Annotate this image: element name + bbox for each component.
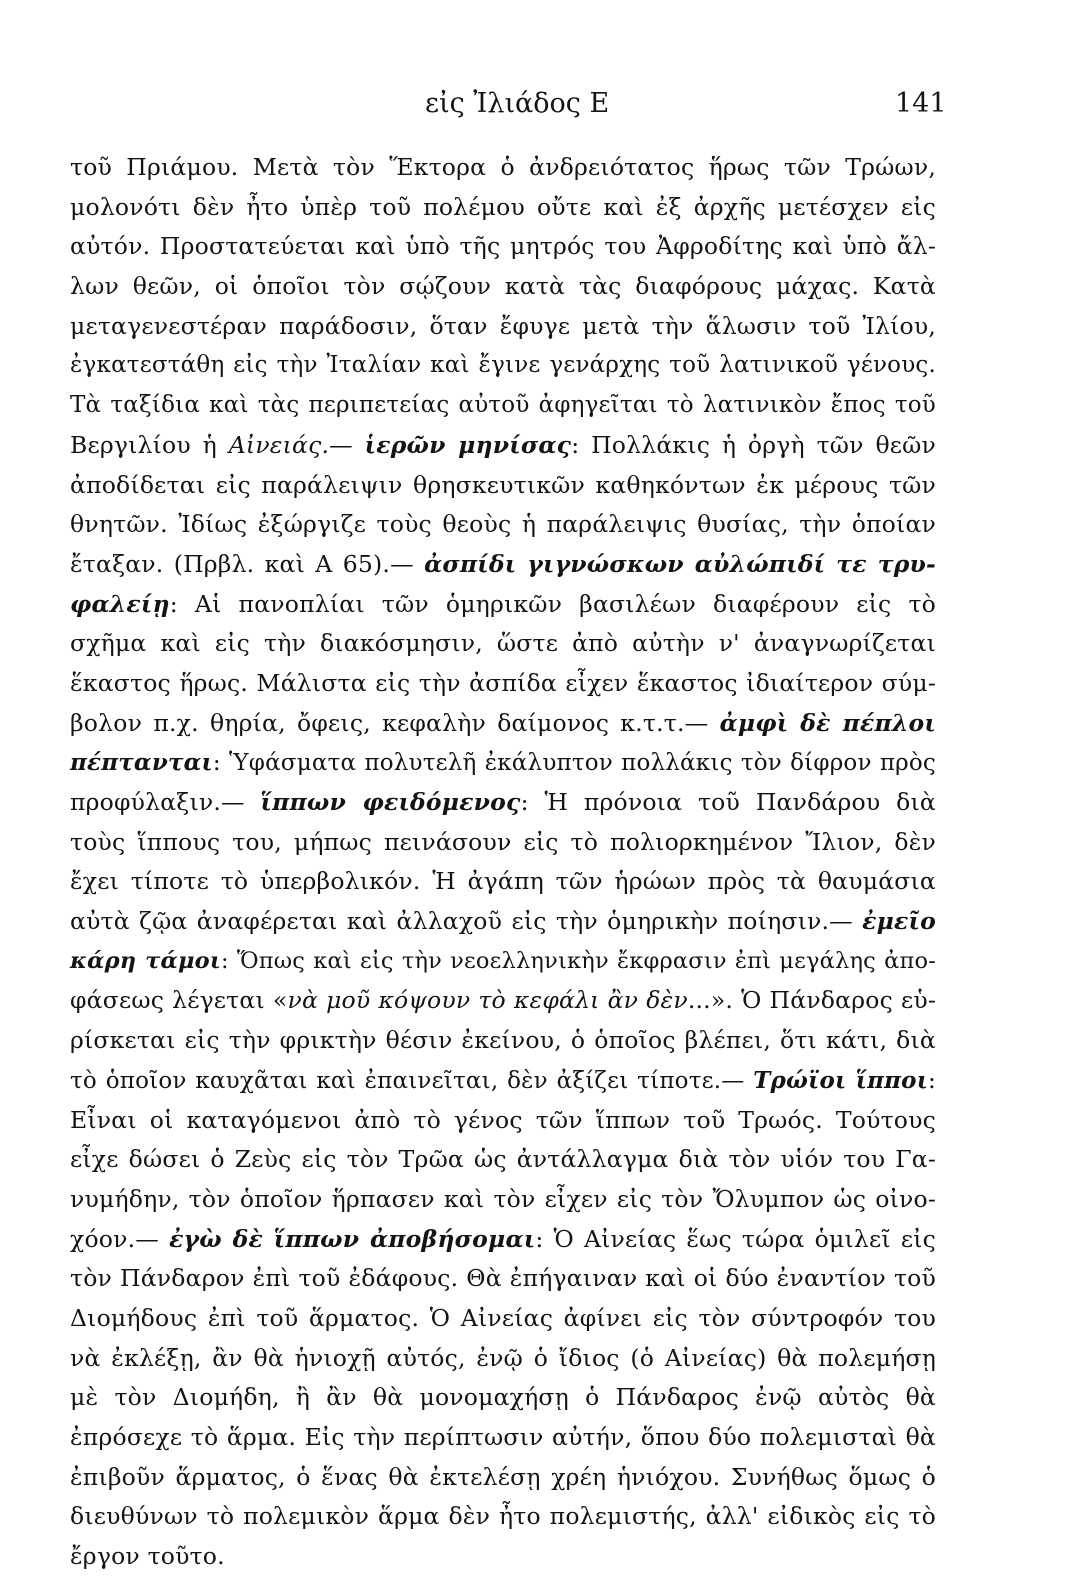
- text-segment: : Ἡ πρόνοια τοῦ Πανδάρου διὰ: [520, 788, 936, 816]
- text-line: [70, 1061, 936, 1101]
- text-segment: λων θεῶν, οἱ ὁποῖοι τὸν σῴζουν κατὰ τὰς διαφόρους μάχας. Κατὰ: [70, 272, 936, 301]
- text-line: [70, 823, 936, 863]
- text-line: [70, 1537, 936, 1577]
- text-line: [70, 1378, 936, 1418]
- text-line: [70, 346, 936, 386]
- commentary-text: [70, 148, 936, 1577]
- text-line: [70, 1458, 936, 1498]
- lemma-term: φαλείῃ: [70, 589, 170, 618]
- text-line: [70, 1339, 936, 1379]
- text-line: [70, 862, 936, 902]
- text-segment: τὸ ὁποῖον καυχᾶται καὶ ἐπαινεῖται, δὲν ἀξίζει τίποτε.—: [70, 1067, 754, 1094]
- text-segment: χόον.—: [70, 1224, 170, 1253]
- lemma-term: ἱερῶν μηνίσας: [364, 430, 572, 459]
- text-segment: ἀποδίδεται εἰς παράλειψιν θρησκευτικῶν καθηκόντων ἐκ μέρους τῶν: [70, 470, 936, 499]
- text-line: [70, 1140, 936, 1180]
- text-segment: : Ὅπως καὶ εἰς τὴν νεοελληνικὴν ἔκφρασιν ἐπὶ μεγάλης ἀπο-: [220, 947, 936, 974]
- text-line: [70, 505, 936, 545]
- text-segment: προφύλαξιν.—: [70, 788, 261, 816]
- text-segment: σχῆμα καὶ εἰς τὴν διακόσμησιν, ὥστε ἀπὸ αὐτὴν ν' ἀναγνωρίζεται: [70, 629, 936, 658]
- text-line: [70, 942, 936, 982]
- text-line: [70, 664, 936, 704]
- text-line: [70, 1299, 936, 1339]
- text-line: [70, 426, 936, 466]
- text-line: [70, 783, 936, 823]
- text-segment: : Πολλάκις ἡ ὀργὴ τῶν θεῶν: [571, 430, 937, 459]
- text-segment: μὲ τὸν Διομήδη, ἢ ἂν θὰ μονομαχήσῃ ὁ Πάνδαρος ἐνῷ αὐτὸς θὰ: [70, 1383, 936, 1412]
- text-segment: Διομήδους ἐπὶ τοῦ ἅρματος. Ὁ Αἰνείας ἀφίνει εἰς τὸν σύντροφόν του: [70, 1303, 936, 1332]
- text-line: [70, 148, 936, 188]
- text-segment: Εἶναι οἱ καταγόμενοι ἀπὸ τὸ γένος τῶν ἵππων τοῦ Τρωός. Τούτους: [70, 1105, 936, 1134]
- text-segment: ...». Ὁ Πάνδαρος εὑ-: [687, 986, 936, 1015]
- text-segment: ἔχει τίποτε τὸ ὑπερβολικόν. Ἡ ἀγάπη τῶν ἡρώων πρὸς τὰ θαυμάσια: [70, 867, 936, 896]
- text-line: [70, 188, 936, 228]
- text-segment: θνητῶν. Ἰδίως ἐξώργιζε τοὺς θεοὺς ἡ παράλειψις θυσίας, τὴν ὁποίαν: [70, 510, 936, 539]
- text-line: [70, 1180, 936, 1220]
- text-segment: —: [329, 430, 365, 459]
- text-segment: εἶχε δώσει ὁ Ζεὺς εἰς τὸν Τρῶα ὡς ἀντάλλαγμα διὰ τὸν υἱόν του Γα-: [70, 1145, 936, 1174]
- text-line: [70, 1220, 936, 1260]
- text-segment: : Ὁ Αἰνείας ἕως τώρα ὁμιλεῖ εἰς: [535, 1224, 936, 1253]
- text-segment: : Ὑφάσματα πολυτελῆ ἐκάλυπτον πολλάκις τὸν δίφρον πρὸς: [212, 750, 936, 777]
- text-line: [70, 386, 936, 426]
- text-segment: ἔταξαν. (Πρβλ. καὶ Α 65).—: [70, 549, 425, 578]
- text-line: [70, 1021, 936, 1061]
- text-segment: ἐγκατεστάθη εἰς τὴν Ἰταλίαν καὶ ἔγινε γενάρχης τοῦ λατινικοῦ γένους.: [70, 352, 936, 379]
- text-segment: νὰ ἐκλέξῃ, ἂν θὰ ἡνιοχῇ αὐτός, ἐνῷ ὁ ἴδιος (ὁ Αἰνείας) θὰ πολεμήσῃ: [70, 1343, 936, 1372]
- text-segment: Τὰ ταξίδια καὶ τὰς περιπετείας αὐτοῦ ἀφηγεῖται τὸ λατινικὸν ἔπος τοῦ: [70, 392, 936, 419]
- text-line: [70, 307, 936, 347]
- italic-text: Αἰνειάς.: [228, 430, 330, 459]
- text-segment: τοὺς ἵππους του, μήπως πεινάσουν εἰς τὸ πολιορκημένον Ἴλιον, δὲν: [70, 827, 936, 856]
- text-line: [70, 545, 936, 585]
- text-line: [70, 902, 936, 942]
- text-segment: : Αἱ πανοπλίαι τῶν ὁμηρικῶν βασιλέων διαφέρουν εἰς τὸ: [169, 589, 936, 618]
- lemma-term: κάρη τάμοι: [70, 947, 221, 974]
- text-line: [70, 981, 936, 1021]
- text-segment: φάσεως λέγεται «: [70, 986, 288, 1015]
- text-segment: ἕκαστος ἥρως. Μάλιστα εἰς τὴν ἀσπίδα εἶχεν ἕκαστος ἰδιαίτερον σύμ-: [70, 668, 936, 697]
- text-line: [70, 704, 936, 744]
- text-segment: ἐπρόσεχε τὸ ἅρμα. Εἰς τὴν περίπτωσιν αὐτήν, ὅπου δύο πολεμισταὶ θὰ: [70, 1423, 936, 1451]
- text-line: [70, 1497, 936, 1537]
- text-segment: ρίσκεται εἰς τὴν φρικτὴν θέσιν ἐκείνου, ὁ ὁποῖος βλέπει, ὅτι κάτι, διὰ: [70, 1026, 936, 1055]
- page-number: 141: [895, 88, 947, 119]
- text-line: [70, 1418, 936, 1458]
- text-line: [70, 743, 936, 783]
- running-head: [0, 88, 1085, 128]
- text-line: [70, 624, 936, 664]
- lemma-term: ἀσπίδι γιγνώσκων αὐλώπιδί τε τρυ-: [424, 549, 937, 578]
- text-segment: τὸν Πάνδαρον ἐπὶ τοῦ ἐδάφους. Θὰ ἐπήγαιναν καὶ οἱ δύο ἐναντίον τοῦ: [70, 1264, 936, 1293]
- lemma-term: ἐγὼ δὲ ἵππων ἀποβήσομαι: [169, 1224, 536, 1253]
- text-segment: αὐτὰ ζῷα ἀναφέρεται καὶ ἀλλαχοῦ εἰς τὴν ὁμηρικὴν ποίησιν.—: [70, 907, 863, 936]
- text-segment: τοῦ Πριάμου. Μετὰ τὸν Ἕκτορα ὁ ἀνδρειότατος ἥρως τῶν Τρώων,: [70, 153, 936, 181]
- text-segment: αὐτόν. Προστατεύεται καὶ ὑπὸ τῆς μητρός του Ἀφροδίτης καὶ ὑπὸ ἄλ-: [70, 232, 936, 261]
- text-segment: διευθύνων τὸ πολεμικὸν ἅρμα δὲν ἦτο πολεμιστής, ἀλλ' εἰδικὸς εἰς τὸ: [70, 1502, 936, 1531]
- text-segment: :: [928, 1067, 936, 1094]
- text-segment: νυμήδην, τὸν ὁποῖον ἥρπασεν καὶ τὸν εἶχεν εἰς τὸν Ὄλυμπον ὡς οἰνο-: [70, 1184, 936, 1213]
- lemma-term: ἵππων φειδόμενος: [260, 788, 521, 816]
- lemma-term: πέπτανται: [70, 749, 213, 777]
- text-segment: ἐπιβοῦν ἅρματος, ὁ ἕνας θὰ ἐκτελέσῃ χρέη ἡνιόχου. Συνήθως ὅμως ὁ: [70, 1462, 936, 1491]
- text-line: [70, 1101, 936, 1141]
- text-segment: μεταγενεστέραν παράδοσιν, ὅταν ἔφυγε μετὰ τὴν ἅλωσιν τοῦ Ἰλίου,: [70, 311, 936, 340]
- text-line: [70, 585, 936, 625]
- text-segment: ἔργον τοῦτο.: [70, 1542, 225, 1571]
- text-segment: μολονότι δὲν ἦτο ὑπὲρ τοῦ πολέμου οὔτε καὶ ἐξ ἀρχῆς μετέσχεν εἰς: [70, 192, 936, 221]
- text-segment: βολον π.χ. θηρία, ὄφεις, κεφαλὴν δαίμονος κ.τ.τ.—: [70, 708, 720, 737]
- text-line: [70, 227, 936, 267]
- running-title: εἰς Ἰλιάδος Ε: [425, 88, 610, 119]
- lemma-term: Τρώϊοι ἵπποι: [753, 1066, 929, 1094]
- text-line: [70, 267, 936, 307]
- text-segment: Βεργιλίου ἡ: [70, 430, 229, 459]
- text-line: [70, 1259, 936, 1299]
- text-line: [70, 466, 936, 506]
- lemma-term: ἀμφὶ δὲ πέπλοι: [719, 708, 936, 737]
- italic-text: νὰ μοῦ κόψουν τὸ κεφάλι ἂν δὲν: [287, 986, 688, 1015]
- lemma-term: ἐμεῖο: [862, 907, 936, 936]
